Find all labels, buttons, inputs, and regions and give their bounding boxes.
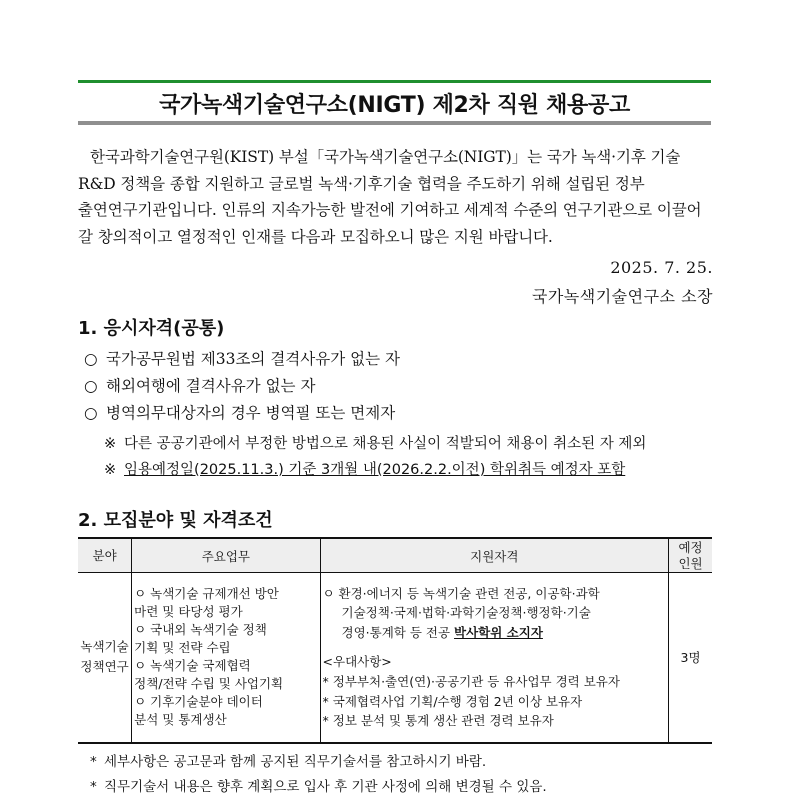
section2-heading: 2. 모집분야 및 자격조건 (78, 510, 273, 531)
table-header-row (78, 538, 712, 573)
duty-bullet-icon: ㅇ (134, 694, 147, 710)
circle-bullet-icon: ○ (84, 350, 98, 368)
intro-line: 갈 창의적이고 열정적인 인재를 다음과 모집하오니 많은 지원 바랍니다. (78, 227, 553, 246)
duty-item: ㅇ 기후기술분야 데이터 (134, 694, 263, 710)
page-title: 국가녹색기술연구소(NIGT) 제2차 직원 채용공고 (159, 93, 630, 118)
title-top-rule (78, 80, 711, 83)
header-count: 예정 인원 (669, 538, 712, 573)
intro-line: R&D 정책을 종합 지원하고 글로벌 녹색·기후기술 협력을 주도하기 위해 설립된 정부 (78, 174, 645, 193)
asterisk-icon: * (322, 693, 329, 709)
footnote-text: 직무기술서 내용은 향후 계획으로 입사 후 기관 사정에 의해 변경될 수 있음. (104, 779, 547, 795)
preference-heading: <우대사항> (322, 654, 392, 670)
title-bottom-rule (78, 121, 711, 125)
duty-bullet-icon: ㅇ (134, 658, 147, 674)
list-item (84, 347, 400, 374)
reference-mark-icon: ※ (104, 462, 117, 478)
qualification-list (84, 347, 400, 428)
note (104, 458, 625, 479)
asterisk-icon: * (322, 674, 329, 690)
circle-bullet-icon: ○ (84, 404, 98, 422)
preference-item: * 정보 분석 및 통계 생산 관련 경력 보유자 (322, 713, 554, 729)
count-cell: 3명 (669, 573, 712, 743)
duty-item: ㅇ 국내외 녹색기술 정책 (134, 622, 267, 638)
qualification-line: 기술정책·국제·법학·과학기술정책·행정학·기술 (341, 605, 591, 621)
footnote (90, 750, 486, 770)
qualification-line: ㅇ 환경·에너지 등 녹색기술 관련 전공, 이공학·과학 (323, 584, 669, 604)
announcement-date: 2025. 7. 25. (610, 258, 713, 277)
qualifications-cell (320, 573, 669, 743)
degree-requirement: 박사학위 소지자 (454, 624, 543, 640)
signer: 국가녹색기술연구소 소장 (531, 287, 713, 306)
qualification-line: 경영·통계학 등 전공 박사학위 소지자 (341, 624, 543, 640)
intro-paragraph (78, 144, 712, 250)
note-text: 임용예정일(2025.11.3.) 기준 3개월 내(2026.2.2.이전) 학위취득 예정자 포함 (124, 462, 626, 478)
note (104, 432, 646, 453)
list-item (84, 401, 400, 428)
footnote-text: 세부사항은 공고문과 함께 공지된 직무기술서를 참고하시기 바람. (104, 754, 487, 770)
duty-bullet-icon: ㅇ (134, 622, 147, 638)
intro-line: 한국과학기술연구원(KIST) 부설「국가녹색기술연구소(NIGT)」는 국가 녹색·기후 기술 (90, 148, 681, 166)
table-row (78, 573, 712, 743)
circle-bullet-icon: ○ (84, 377, 98, 395)
header-field: 분야 (78, 538, 132, 573)
qual-bullet-icon: ㅇ (322, 585, 335, 601)
reference-mark-icon: ※ (104, 436, 117, 452)
footnote (90, 775, 547, 795)
duty-item: ㅇ 녹색기술 국제협력 (134, 658, 251, 674)
header-qualifications: 지원자격 (320, 538, 669, 573)
list-item-text: 병역의무대상자의 경우 병역필 또는 면제자 (106, 404, 396, 422)
asterisk-icon: * (90, 754, 97, 770)
preference-item: * 정부부처·출연(연)·공공기관 등 유사업무 경력 보유자 (322, 674, 620, 690)
duty-item: ㅇ 녹색기술 규제개선 방안 (134, 586, 279, 602)
recruitment-table (78, 537, 712, 744)
note-text: 다른 공공기관에서 부정한 방법으로 채용된 사실이 적발되어 채용이 취소된 자 제외 (124, 436, 647, 452)
header-duties: 주요업무 (132, 538, 320, 573)
asterisk-icon: * (90, 779, 97, 795)
intro-line: 출연연구기관입니다. 인류의 지속가능한 발전에 기여하고 세계적 수준의 연구기관으로 이끌어 (78, 201, 702, 219)
list-item-text: 국가공무원법 제33조의 결격사유가 없는 자 (106, 350, 400, 368)
duty-bullet-icon: ㅇ (134, 586, 147, 602)
asterisk-icon: * (322, 713, 329, 729)
section1-heading: 1. 응시자격(공통) (78, 318, 225, 339)
list-item-text: 해외여행에 결격사유가 없는 자 (106, 377, 316, 395)
field-cell: 녹색기술 정책연구 (78, 573, 132, 743)
duties-cell: ㅇ 녹색기술 규제개선 방안 마련 및 타당성 평가 ㅇ 국내외 녹색기술 정책 기획 및 전략 수립 ㅇ 녹색기술 국제협력 정책/전략 수립 및 사업기획 ㅇ 기후기술분야 데이터 분석 및 통계생산 (132, 573, 320, 743)
preference-item: * 국제협력사업 기획/수행 경험 2년 이상 보유자 (322, 693, 583, 709)
list-item (84, 374, 400, 401)
